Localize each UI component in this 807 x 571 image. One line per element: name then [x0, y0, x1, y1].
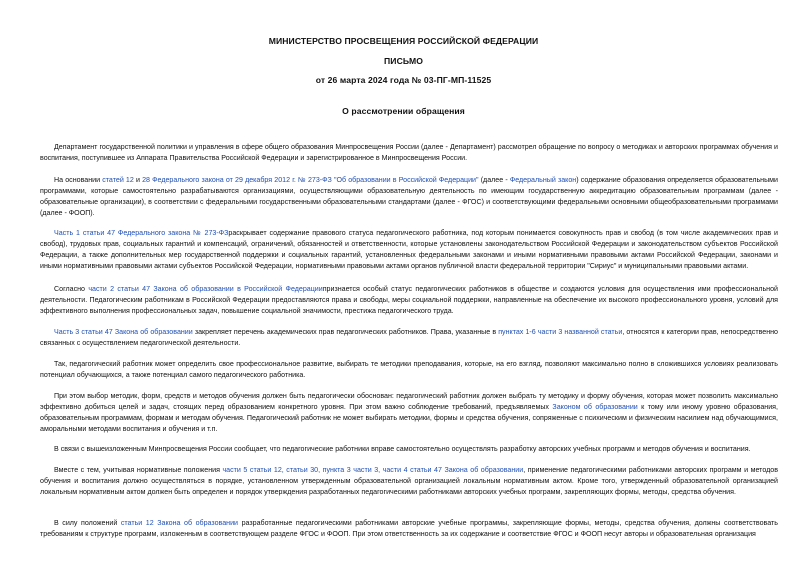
law-link-federal-law[interactable]: Федеральный закон [509, 176, 577, 184]
paragraph-9 [40, 465, 778, 498]
paragraph-text: (далее - [478, 176, 510, 184]
law-link-part-2-article-47[interactable]: части 2 статьи 47 Закона об образовании в Российской Федерации [88, 285, 323, 293]
paragraph-text: Согласно [54, 285, 89, 293]
law-link-education-law[interactable]: Законом об образовании [552, 402, 638, 411]
paragraph-text: ) содержание образования определяется образовательными программами, которые самостоятельно разрабатываются организациями, осуществляющими образовательную деятельность по имеющим государственную аккредитацию образовательным программам (далее - образовательные организации), в соответствии с федеральными государственными образовательными стандартами (далее - ФГОС) и соответствующими федеральными основными общеобразовательными программами (далее - ФООП). [40, 176, 779, 217]
paragraph-text: Так, педагогический работник может определить свое профессиональное развитие, выбирать те методики преподавания, которые, на его взгляд, позволяют максимально полно в сложившихся условиях реализовать потенциал обучающихся, а также потенциал самого педагогического работника. [40, 360, 778, 379]
paragraph-text: При этом выбор методик, форм, средств и методов обучения должен быть педагогически обоснован: педагогический работник должен выбрать ту методику и форму обучения, которая может позволить максимально эффективно добиться целей и задач, стоящих перед образованием конкретного уровня. При этом важно соблюдение требований, предъявляемых [40, 392, 778, 411]
paragraph-10 [40, 518, 778, 540]
paragraph-text: Департамент государственной политики и управления в сфере общего образования Минпросвещения России (далее - Департамент) рассмотрел обращение по вопросу о методиках и авторских программах обучения и воспитания, поступившее из Аппарата Правительства Российской Федерации и зарегистрированное в Минпросвещения России. [40, 143, 778, 162]
paragraph-7 [40, 391, 778, 435]
law-link-part-3-article-47[interactable]: Часть 3 статьи 47 Закона об образовании [54, 328, 193, 336]
paragraph-text: и [133, 176, 143, 184]
document-date-number: от 26 марта 2024 года № 03-ПГ-МП-11525 [315, 75, 492, 85]
law-link-points-1-6[interactable]: пунктах 1-6 части 3 названной статьи [498, 328, 623, 336]
paragraph-1 [40, 142, 778, 164]
paragraph-3 [40, 228, 778, 272]
law-link-article-12[interactable]: статей 12 [102, 176, 134, 184]
law-link-part-1-article-47[interactable]: Часть 1 статьи 47 Федерального закона № 273-ФЗ [54, 229, 229, 237]
paragraph-6 [40, 359, 778, 381]
document-subject: О рассмотрении обращения [342, 106, 465, 116]
paragraph-text: В силу положений [54, 519, 121, 527]
paragraph-text: закрепляет перечень академических прав педагогических работников. Права, указанные в [192, 328, 499, 336]
paragraph-text: , применение педагогическими работниками авторских программ и методов обучения и воспитания должно осуществляться в порядке, установленном утвержденным образовательной организацией локальным нормативным актом. Кроме того, утвержденный образовательной организацией локальным нормативным актом должен быть определен и порядок утверждения разработанных педагогическими работниками авторских учебных программ, закрепляющих формы, методы, средства обучения. [40, 466, 778, 496]
paragraph-text: признается особый статус педагогических работников в обществе и создаются условия для осуществления ими профессиональной деятельности. Педагогическим работникам в Российской Федерации предоставляются права и свободы, меры социальной поддержки, направленные на обеспечение их высокого профессионального уровня, условий для эффективного выполнения профессиональных задач, повышение социальной значимости, престижа педагогического труда. [40, 285, 778, 315]
paragraph-text: , относятся к категории прав, непосредственно связанных с осуществлением педагогической деятельности. [40, 328, 778, 347]
law-link-273-fz[interactable]: 28 Федерального закона от 29 декабря 2012 г. № 273-ФЗ "Об образовании в Российской Федерации" [142, 176, 479, 184]
paragraph-text: разработанные педагогическими работниками авторские учебные программы, закрепляющие формы, методы, средства обучения, должны соответствовать требованиям к структуре программ, изложенным в соответствующем разделе ФГОС и ФООП. При этом ответственность за их содержание и соответствие ФГОС и ФООП несут авторы и образовательная организация [40, 519, 778, 538]
paragraph-text: раскрывает содержание правового статуса педагогического работника, под которым понимается совокупность прав и свобод (в том числе академических прав и свобод), трудовых прав, социальных гарантий и компенсаций, ограничений, обязанностей и ответственности, которые установлены законодательством Российской Федерации и законодательством субъектов Российской Федерации, а также дополнительных мер государственной поддержки и социальных гарантий, установленных федеральными законами и иными нормативными правовыми актами Российской Федерации, законами и иными нормативными правовыми актами субъектов Российской Федерации, нормативными правовыми актами органов публичной власти федеральной территории "Сириус" и муниципальными правовыми актами. [40, 229, 778, 270]
ministry-heading: МИНИСТЕРСТВО ПРОСВЕЩЕНИЯ РОССИЙСКОЙ ФЕДЕРАЦИИ [268, 36, 539, 46]
law-link-article-12-education-law[interactable]: статьи 12 Закона об образовании [120, 519, 239, 527]
paragraph-5 [40, 327, 778, 349]
paragraph-2 [40, 175, 778, 219]
document-type: ПИСЬМО [384, 56, 423, 66]
paragraph-8 [40, 444, 778, 455]
paragraph-4 [40, 284, 778, 317]
paragraph-text: к тому или иному уровню образования, образовательным программам, формам и методам обучения. Педагогический работник не может выбирать методики, формы и средства обучения, сопряженные с психическим и физическим насилием над обучающимися, аморальными методами воспитания и обучения и т.п. [40, 402, 778, 433]
paragraph-text: Вместе с тем, учитывая нормативные положения [54, 466, 223, 474]
paragraph-text: В связи с вышеизложенным Минпросвещения России сообщает, что педагогические работники вправе самостоятельно осуществлять разработку авторских учебных программ и методов обучения и воспитания. [54, 445, 751, 453]
paragraph-text: На основании [54, 176, 103, 184]
law-link-articles-12-30-47[interactable]: части 5 статьи 12, статьи 30, пункта 3 части 3, части 4 статьи 47 Закона об образовании [222, 466, 524, 474]
